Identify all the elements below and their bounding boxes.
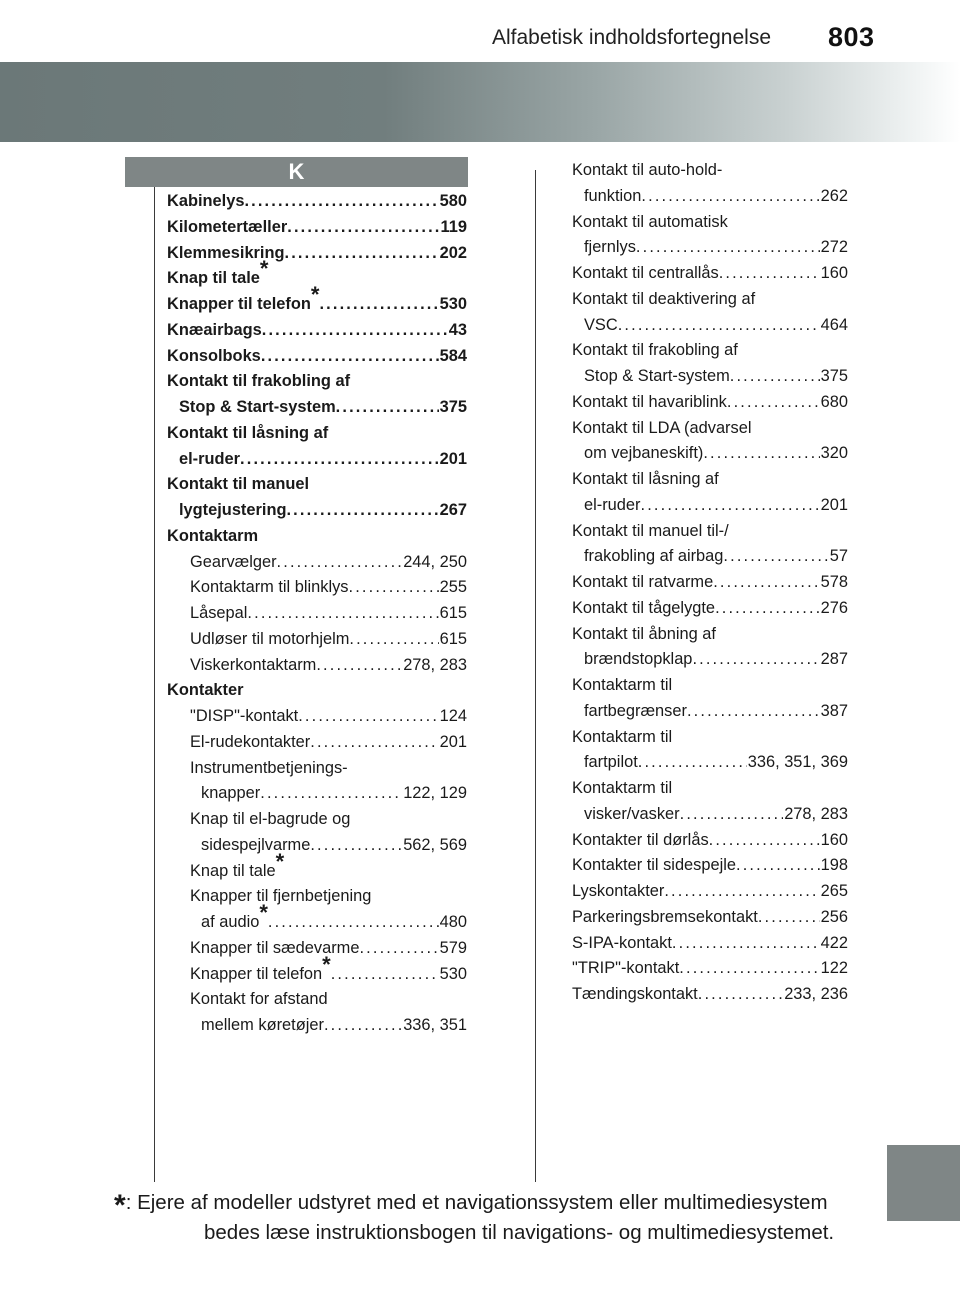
entry-text: Kontakt til deaktivering af [572,289,756,308]
entry-page: 198 [820,856,848,875]
left-column-rule [154,187,155,1182]
index-entry [572,519,848,544]
index-entry [572,338,848,363]
entry-text: Knapper til fjernbetjening [190,887,372,906]
dot-leader [260,781,402,806]
index-entry [190,951,467,987]
entry-text: Knap til el-bagrude og [190,810,351,828]
entry-text: fartbegrænser [584,701,687,720]
footnote-star-icon: * [310,282,320,307]
dot-leader [680,802,784,827]
footnote-star-icon: * [275,848,285,874]
entry-page: 387 [820,701,848,720]
entry-text: Kontakter [167,681,244,700]
entry-text: fjernlys [584,238,636,257]
entry-text: Udløser til motorhjelm [190,629,350,648]
entry-text: Kontakt til låsning af [572,470,719,488]
dot-leader [324,1013,402,1038]
dot-leader [715,596,820,621]
entry-page: 233, 236 [784,985,848,1003]
index-entry [572,982,848,1007]
dot-leader [319,292,438,317]
entry-page: 579 [439,938,467,957]
entry-text: Låsepal [190,604,248,622]
index-entry [167,241,467,266]
entry-page: 122 [820,959,848,978]
entry-text: Lyskontakter [572,882,665,900]
entry-page: 422 [820,933,848,952]
footnote-star-icon: * [259,900,268,925]
entry-text: knapper [201,784,261,803]
dot-leader [679,956,819,981]
dot-leader [240,447,439,472]
entry-text: Kontakt til frakobling af [572,341,738,360]
index-entry [167,344,467,369]
dot-leader [261,344,439,369]
dot-leader [719,261,820,286]
index-entry [572,673,848,698]
entry-text: funktion [584,186,642,205]
index-entry [572,416,848,441]
index-entry [179,498,467,523]
entry-page: 287 [820,650,848,669]
entry-text: Kontakter til dørlås [572,830,709,849]
index-entry [190,627,467,652]
entry-text: "DISP"-kontakt [190,707,299,725]
entry-text: Kontakt til frakobling af [167,372,351,391]
entry-page: 336, 351, 369 [747,753,848,772]
entry-page: 43 [448,320,467,339]
section-title: Alfabetisk indholdsfortegnelse [492,26,772,49]
entry-page: 615 [439,629,467,648]
index-entry [190,601,467,626]
dot-leader [298,704,438,729]
footnote-marker: * [114,1189,126,1222]
index-entry [572,776,848,801]
entry-page: 272 [820,238,848,257]
entry-text: Knap til tale [190,861,276,880]
entry-page: 202 [439,243,467,262]
dot-leader [664,879,819,904]
entry-page: 256 [820,907,848,926]
index-entry [572,725,848,750]
index-entry [572,390,848,415]
index-entry [190,848,467,884]
dot-leader [736,853,820,878]
entry-text: Klemmesikring [167,243,285,262]
index-entry [584,313,848,338]
dot-leader [285,241,439,266]
index-entry [167,215,467,240]
entry-page: 276 [820,598,848,617]
index-entry [190,987,467,1012]
entry-text: el-ruder [584,495,641,514]
dot-leader [618,313,820,338]
index-entry [572,261,848,286]
entry-text: sidespejlvarme [201,835,311,854]
entry-text: Kontaktarm [167,526,259,545]
entry-page: 278, 283 [784,804,848,823]
index-entry [584,364,848,389]
index-entry [201,1013,467,1038]
dot-leader [359,936,438,961]
entry-text: mellem køretøjer [201,1016,324,1034]
entry-page: 336, 351 [403,1016,467,1034]
dot-leader [727,390,820,415]
entry-page: 201 [439,449,467,468]
index-entry [572,879,848,904]
entry-text: Instrumentbetjenings- [190,758,348,777]
entry-text: om vejbaneskift) [584,444,704,463]
dot-leader [730,364,820,389]
index-entry [584,802,848,827]
entry-page: 201 [820,495,848,514]
index-entry [201,900,467,935]
entry-text: Kontakt til tågelygte [572,598,716,617]
dot-leader [692,647,819,672]
center-column-rule [535,170,536,1182]
entry-text: Knapper til telefon [167,295,311,313]
entry-page: 160 [820,830,848,849]
entry-text: Kontaktarm til blinklys [190,578,349,597]
index-entry [584,647,848,672]
entry-text: Knap til tale [167,269,260,288]
entry-text: Kontaktarm til [572,676,673,694]
header-band [0,62,960,142]
entry-text: Kontakt til ratvarme [572,573,714,591]
index-entry [201,781,467,806]
entry-page: 530 [439,964,467,983]
index-entry [167,472,467,497]
dot-leader [713,570,819,595]
entry-page: 122, 129 [403,784,467,803]
footnote-star-icon: * [259,256,269,282]
dot-leader [268,910,439,935]
entry-text: S-IPA-kontakt [572,933,672,952]
index-entry [584,441,848,466]
index-entry [572,905,848,930]
page-number: 803 [828,22,875,52]
index-entry [584,184,848,209]
entry-page: 278, 283 [403,655,467,674]
index-entry [572,210,848,235]
entry-text: Kontakt til LDA (advarsel [572,418,752,437]
entry-text: Parkeringsbremsekontakt [572,907,758,926]
index-entry [190,704,467,729]
index-entry [584,493,848,518]
index-entry [167,189,467,214]
dot-leader [310,833,402,858]
entry-text: El-rudekontakter [190,732,311,751]
entry-page: 375 [439,398,467,416]
index-entry [201,833,467,858]
dot-leader [672,931,820,956]
footnote-line-2: bedes læse instruktionsbogen til navigations- og multimediesystemet. [204,1221,835,1244]
index-entry [572,853,848,878]
entry-page: 124 [439,707,467,725]
footnote-line-1: : Ejere af modeller udstyret med et navigationssystem eller multimediesystem [125,1191,828,1214]
entry-text: brændstopklap [584,650,693,669]
entry-page: 578 [820,573,848,591]
entry-text: Kontakt til manuel [167,475,310,494]
letter-heading: K [125,157,468,187]
entry-text: Kontakt til centrallås [572,264,719,282]
index-entry [572,287,848,312]
index-entry [167,678,467,703]
index-entry [584,544,848,569]
dot-leader [286,498,438,523]
index-entry [572,467,848,492]
entry-text: Tændingskontakt [572,985,698,1003]
entry-page: 244, 250 [403,552,467,571]
footnote-star-icon: * [322,951,331,977]
entry-text: Kontakt til låsning af [167,423,329,442]
entry-page: 480 [439,913,467,931]
thumb-index-tab [887,1145,960,1221]
dot-leader [331,962,439,987]
entry-text: VSC [584,315,618,334]
index-entry [167,369,467,394]
entry-page: 160 [820,264,848,282]
entry-text: Viskerkontaktarm [190,655,317,674]
index-entry [190,807,467,832]
entry-page: 57 [829,547,848,566]
page-top [0,0,960,62]
entry-text: Kilometertæller [167,217,288,236]
entry-text: Knapper til telefon [190,964,323,983]
entry-text: visker/vasker [584,804,680,823]
index-entry [167,318,467,343]
entry-text: af audio [201,913,260,931]
entry-page: 530 [439,295,467,313]
entry-text: Konsolboks [167,346,261,365]
dot-leader [244,189,438,214]
dot-leader [636,235,820,260]
dot-leader [349,627,438,652]
entry-text: Kontaktarm til [572,727,673,746]
dot-leader [310,730,438,755]
dot-leader [638,750,747,775]
dot-leader [758,905,820,930]
entry-page: 119 [440,217,467,236]
footnote [114,1185,834,1248]
entry-text: Gearvælger [190,552,277,571]
index-entry [572,956,848,981]
index-entry [190,550,467,575]
entry-text: Knapper til sædevarme [190,938,360,957]
dot-leader [703,441,819,466]
index-entry [584,750,848,775]
entry-text: el-ruder [179,449,241,468]
entry-page: 201 [439,732,467,751]
entry-text: "TRIP"-kontakt [572,959,680,978]
entry-text: Kontakt til havariblink [572,392,727,411]
index-entry [572,931,848,956]
index-entry [179,447,467,472]
index-entry [190,653,467,678]
entry-text: Kontaktarm til [572,779,673,797]
index-entry [179,395,467,420]
dot-leader [709,828,820,853]
entry-page: 580 [439,192,467,210]
entry-text: Stop & Start-system [179,398,336,416]
entry-text: Kontakt til manuel til-/ [572,521,729,540]
entry-text: Stop & Start-system [584,367,730,385]
index-entry [584,235,848,260]
entry-page: 562, 569 [403,835,467,854]
dot-leader [247,601,438,626]
index-entry [584,699,848,724]
dot-leader [723,544,828,569]
dot-leader [687,699,820,724]
dot-leader [316,653,402,678]
entry-page: 320 [820,444,848,463]
index-entry [190,730,467,755]
index-entry [167,421,467,446]
entry-text: lygtejustering [179,501,287,519]
entry-page: 265 [820,882,848,900]
entry-page: 584 [439,346,467,365]
index-entry [572,570,848,595]
dot-leader [287,215,439,240]
entry-text: Knæairbags [167,320,262,339]
entry-page: 267 [439,501,467,519]
dot-leader [641,184,819,209]
index-entry [190,756,467,781]
dot-leader [698,982,783,1007]
dot-leader [277,550,403,575]
dot-leader [640,493,819,518]
entry-page: 615 [439,604,467,622]
entry-page: 262 [820,186,848,205]
entry-page: 680 [820,392,848,411]
index-entry [190,884,467,909]
entry-text: Kontakt til åbning af [572,624,716,643]
entry-text: frakobling af airbag [584,547,724,566]
index-entry [572,158,848,183]
entry-text: Kontakt for afstand [190,990,328,1009]
entry-page: 464 [820,315,848,334]
dot-leader [349,575,439,600]
index-entry [572,828,848,853]
index-entry [167,524,467,549]
dot-leader [336,395,439,420]
index-entry [167,282,467,317]
entry-text: Kabinelys [167,192,245,210]
entry-page: 255 [439,578,467,597]
entry-page: 375 [820,367,848,385]
entry-text: Kontakt til automatisk [572,212,728,231]
index-entry [190,575,467,600]
entry-text: Kontakter til sidespejle [572,856,736,875]
index-entry [572,596,848,621]
entry-text: fartpilot [584,753,638,772]
dot-leader [262,318,448,343]
entry-text: Kontakt til auto-hold- [572,161,723,179]
index-entry [572,622,848,647]
